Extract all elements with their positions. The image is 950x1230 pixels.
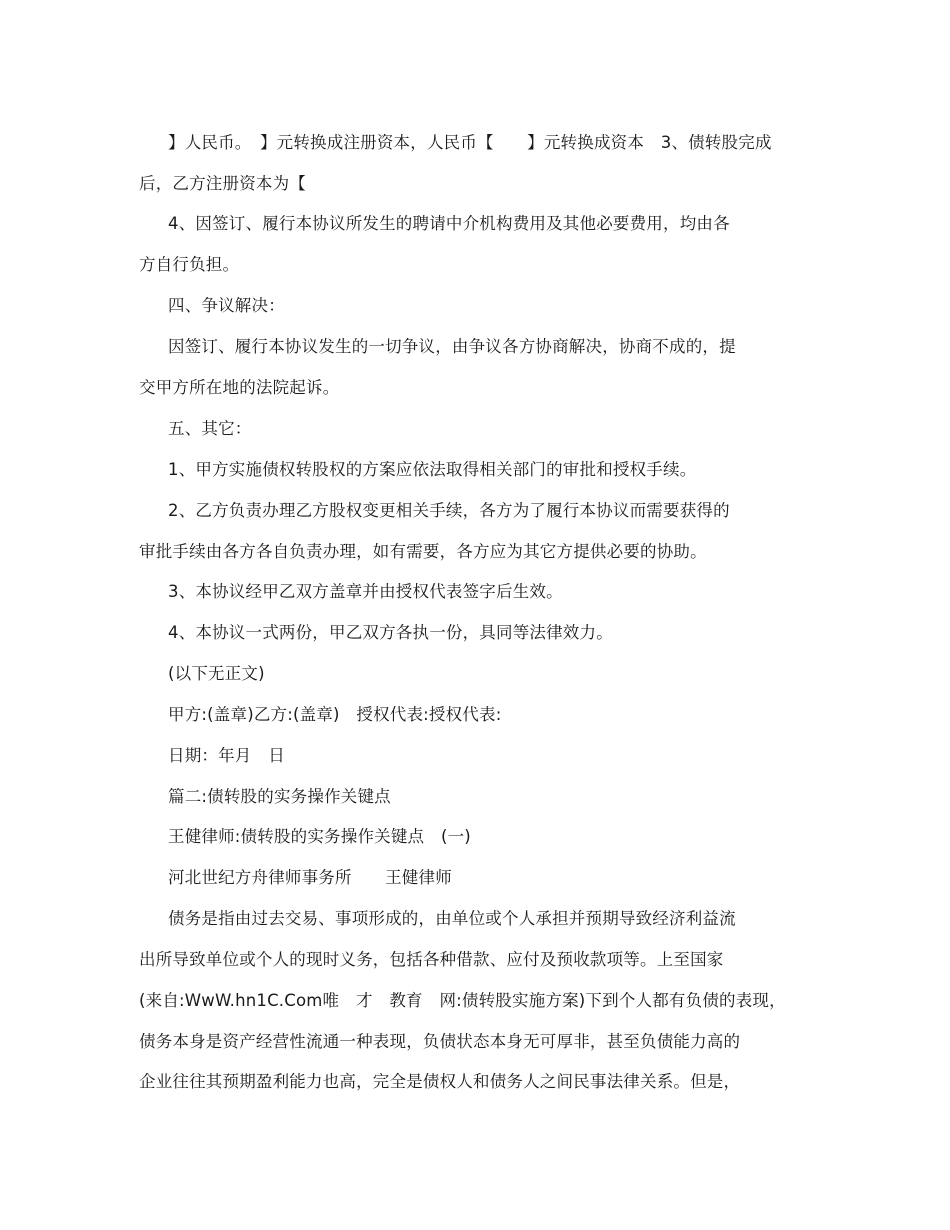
text-line: 方自行负担。 bbox=[139, 255, 240, 274]
text-line: 出所导致单位或个人的现时义务，包括各种借款、应付及预收款项等。上至国家 bbox=[139, 950, 724, 969]
signature-line: 甲方:(盖章)乙方:(盖章) 授权代表:授权代表: bbox=[168, 705, 502, 724]
section-heading: 四、争议解决： bbox=[168, 296, 285, 315]
text-line: 4、因签订、履行本协议所发生的聘请中介机构费用及其他必要费用，均由各 bbox=[168, 214, 730, 233]
section-heading: 五、其它： bbox=[168, 419, 252, 438]
text-line: 因签订、履行本协议发生的一切争议，由争议各方协商解决，协商不成的，提 bbox=[168, 337, 736, 356]
text-line: 1、甲方实施债权转股权的方案应依法取得相关部门的审批和授权手续。 bbox=[168, 460, 697, 479]
text-line: 交甲方所在地的法院起诉。 bbox=[139, 378, 340, 397]
text-line: (来自:WwW.hn1C.Com唯 才 教育 网:债转股实施方案)下到个人都有负债的表现， bbox=[139, 991, 786, 1010]
text-line: 王健律师:债转股的实务操作关键点 (一) bbox=[168, 827, 471, 846]
text-line: 后，乙方注册资本为【 bbox=[139, 174, 306, 193]
section-heading: 篇二:债转股的实务操作关键点 bbox=[168, 787, 391, 806]
text-line: 企业往往其预期盈利能力也高，完全是债权人和债务人之间民事法律关系。但是， bbox=[139, 1072, 741, 1091]
text-line: 债务本身是资产经营性流通一种表现，负债状态本身无可厚非，甚至负债能力高的 bbox=[139, 1032, 741, 1051]
text-line: 河北世纪方舟律师事务所 王健律师 bbox=[168, 868, 452, 887]
text-line: 】人民币。 】元转换成注册资本，人民币【 】元转换成资本 3、债转股完成 bbox=[168, 133, 772, 152]
text-line: 3、本协议经甲乙双方盖章并由授权代表签字后生效。 bbox=[168, 582, 563, 601]
text-line: 2、乙方负责办理乙方股权变更相关手续，各方为了履行本协议而需要获得的 bbox=[168, 501, 730, 520]
text-line: 债务是指由过去交易、事项形成的，由单位或个人承担并预期导致经济利益流 bbox=[168, 909, 736, 928]
text-line: 审批手续由各方各自负责办理，如有需要，各方应为其它方提供必要的协助。 bbox=[139, 542, 707, 561]
date-line: 日期：年月 日 bbox=[168, 746, 285, 765]
text-line: (以下无正文) bbox=[168, 664, 265, 683]
text-line: 4、本协议一式两份，甲乙双方各执一份，具同等法律效力。 bbox=[168, 623, 613, 642]
